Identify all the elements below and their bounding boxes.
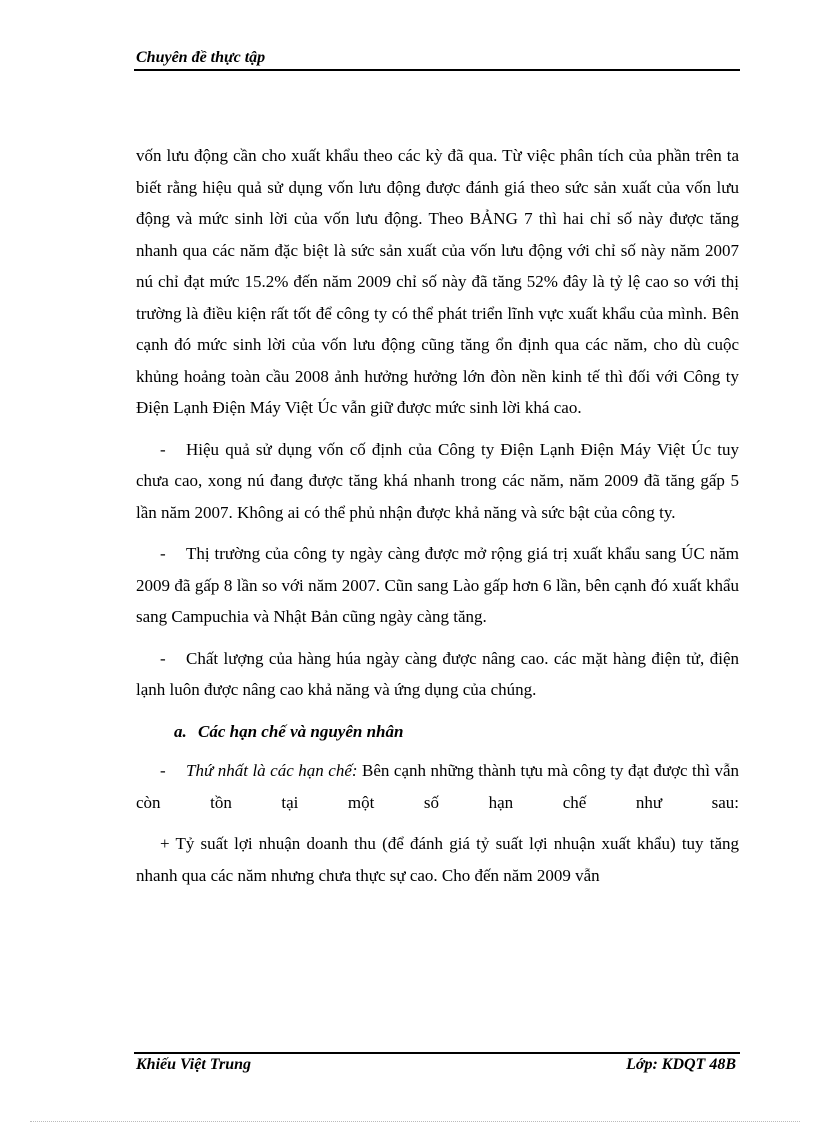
section-heading-letter: a. <box>174 721 187 741</box>
page-bottom-dotted-line <box>30 1121 800 1122</box>
paragraph-4 <box>136 643 739 706</box>
paragraph-5-text: Bên cạnh những thành tựu mà công ty đạt được thì vẫn còn tồn tại một số hạn chế như sau: <box>136 761 739 812</box>
footer-author-name: Khiếu Việt Trung <box>136 1056 251 1073</box>
paragraph-2-text: Hiệu quả sử dụng vốn cố định của Công ty Điện Lạnh Điện Máy Việt Úc tuy chưa cao, xong nú đang được tăng khá nhanh trong các năm, năm 2009 đã tăng gấp 5 lần năm 2007. Không ai có thể phủ nhận được khả năng và sức bật của công ty. <box>136 439 739 522</box>
paragraph-4-text: Chất lượng của hàng húa ngày càng được nâng cao. các mặt hàng điện tử, điện lạnh luôn được nâng cao khả năng và ứng dụng của chúng. <box>136 648 739 699</box>
bullet-dash: - <box>160 761 166 780</box>
paragraph-1: vốn lưu động cần cho xuất khẩu theo các kỳ đã qua. Từ việc phân tích của phần trên ta biết rằng hiệu quả sử dụng vốn lưu động được đánh giá theo sức sản xuất của vốn lưu động và mức sinh lời của vốn lưu động. Theo BẢNG 7 thì hai chỉ số này được tăng nhanh qua các năm đặc biệt là sức sản xuất của vốn lưu động với chỉ số này năm 2007 nú chỉ đạt mức 15.2% đến năm 2009 chỉ số này đã tăng 52% đây là tỷ lệ cao so với thị trường là điều kiện rất tốt để công ty có thể phát triển lĩnh vực xuất khẩu của mình. Bên cạnh đó mức sinh lời của vốn lưu động cũng tăng ổn định qua các năm, cho dù cuộc khủng hoảng toàn cầu 2008 ảnh hưởng hưởng lớn đòn nền kinh tế thì đối với Công ty Điện Lạnh Điện Máy Việt Úc vẫn giữ được mức sinh lời khá cao. <box>136 146 739 417</box>
section-heading-text: Các hạn chế và nguyên nhân <box>198 721 404 741</box>
paragraph-5 <box>136 755 739 818</box>
footer-divider <box>134 1052 740 1054</box>
paragraph-6: + Tỷ suất lợi nhuận doanh thu (để đánh giá tỷ suất lợi nhuận xuất khẩu) tuy tăng nhanh qua các năm nhưng chưa thực sự cao. Cho đến năm 2009 vẫn <box>136 834 739 885</box>
bullet-dash: - <box>160 439 166 459</box>
paragraph-5-italic: Thứ nhất là các hạn chế: <box>186 761 358 780</box>
paragraph-3 <box>136 538 739 633</box>
page-header-title: Chuyên đề thực tập <box>136 49 266 66</box>
footer-class-label: Lớp: KDQT 48B <box>626 1056 736 1073</box>
paragraph-3-text: Thị trường của công ty ngày càng được mở rộng giá trị xuất khẩu sang ÚC năm 2009 đã gấp 8 lần so với năm 2007. Cũn sang Lào gấp hơn 6 lần, bên cạnh đó xuất khẩu sang Campuchia và Nhật Bản cũng ngày càng tăng. <box>136 544 739 626</box>
section-heading <box>174 716 739 748</box>
bullet-dash: - <box>160 648 166 668</box>
paragraph-2 <box>136 434 739 529</box>
bullet-dash: - <box>160 544 166 563</box>
header-divider <box>134 69 740 71</box>
document-body <box>136 140 739 901</box>
